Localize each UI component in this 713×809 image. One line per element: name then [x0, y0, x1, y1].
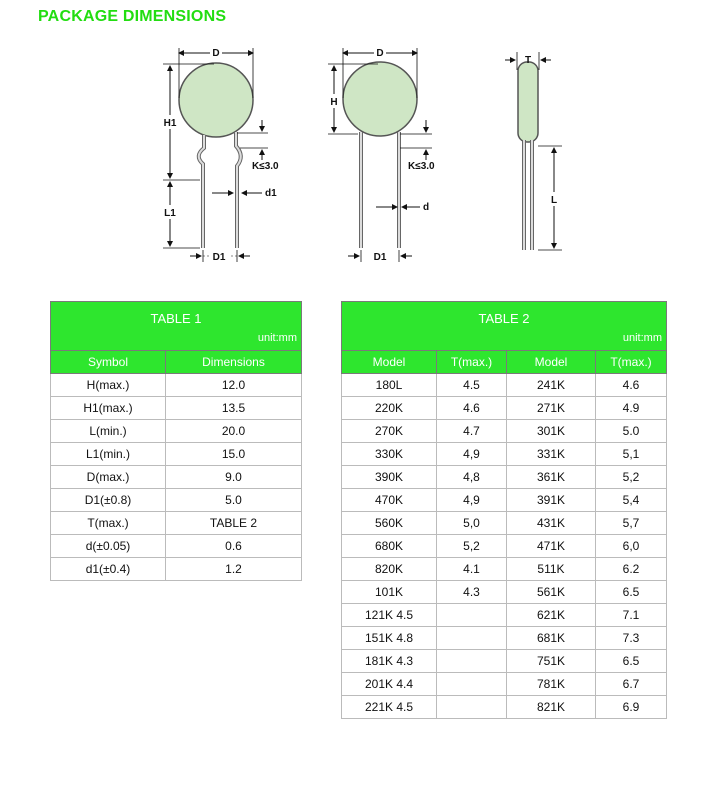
table-cell — [437, 604, 507, 627]
table-row — [51, 558, 302, 581]
table-cell: 5.0 — [166, 489, 302, 512]
table-cell: 4.3 — [437, 581, 507, 604]
table-cell: 180L — [342, 374, 437, 397]
table-cell: 101K — [342, 581, 437, 604]
table-cell: 4,8 — [437, 466, 507, 489]
table-cell: 271K — [507, 397, 596, 420]
table-row — [342, 627, 667, 650]
table-row — [342, 397, 667, 420]
table-cell: D1(±0.8) — [51, 489, 166, 512]
table-cell: 13.5 — [166, 397, 302, 420]
table-cell: 241K — [507, 374, 596, 397]
table-cell: 4.6 — [437, 397, 507, 420]
table-cell: 7.3 — [596, 627, 667, 650]
table-cell: 331K — [507, 443, 596, 466]
package-drawings — [0, 0, 713, 290]
table-cell: 511K — [507, 558, 596, 581]
table-cell: 6.2 — [596, 558, 667, 581]
varistor-disc — [179, 63, 253, 137]
dim-label-k: K≤3.0 — [252, 161, 279, 172]
table-cell: 621K — [507, 604, 596, 627]
varistor-drawing-kinked — [161, 46, 279, 263]
dimensions-table — [50, 301, 302, 581]
table2-header-model: Model — [342, 351, 437, 374]
table-cell: 301K — [507, 420, 596, 443]
table1-title: TABLE 1 — [150, 311, 202, 326]
dim-label-t: T — [524, 55, 532, 66]
table1-banner — [51, 302, 302, 351]
table-cell: 151K 4.8 — [342, 627, 437, 650]
table-row — [51, 489, 302, 512]
table-cell: 390K — [342, 466, 437, 489]
table-cell: 9.0 — [166, 466, 302, 489]
table-row — [342, 512, 667, 535]
table-cell: 4,9 — [437, 489, 507, 512]
table-cell: 4.6 — [596, 374, 667, 397]
table-row — [342, 650, 667, 673]
table-cell: L1(min.) — [51, 443, 166, 466]
table-cell: 560K — [342, 512, 437, 535]
dim-label-d1: d1 — [265, 188, 277, 199]
table-cell: 471K — [507, 535, 596, 558]
table-row — [51, 420, 302, 443]
table-row — [51, 535, 302, 558]
table2-banner — [342, 302, 667, 351]
table-cell: d1(±0.4) — [51, 558, 166, 581]
table-cell: d(±0.05) — [51, 535, 166, 558]
table2-unit: unit:mm — [622, 332, 662, 344]
table-row — [342, 374, 667, 397]
dim-label-l1: L1 — [164, 208, 176, 219]
table-cell: 6.7 — [596, 673, 667, 696]
table-cell: 4,9 — [437, 443, 507, 466]
table-cell: 561K — [507, 581, 596, 604]
table2-header-tmax: T(max.) — [437, 351, 507, 374]
table-cell: 121K 4.5 — [342, 604, 437, 627]
table-cell: 0.6 — [166, 535, 302, 558]
table-cell: T(max.) — [51, 512, 166, 535]
table-cell: 361K — [507, 466, 596, 489]
table-row — [51, 512, 302, 535]
table-cell: 821K — [507, 696, 596, 719]
table-row — [51, 443, 302, 466]
table-cell: 820K — [342, 558, 437, 581]
table-row — [342, 489, 667, 512]
table-cell: 431K — [507, 512, 596, 535]
table-cell: 751K — [507, 650, 596, 673]
varistor-drawing-straight — [327, 46, 435, 263]
dim-label-big-d1: D1 — [373, 252, 387, 263]
table-cell: H(max.) — [51, 374, 166, 397]
table-cell: 4.5 — [437, 374, 507, 397]
table-cell: 6.5 — [596, 581, 667, 604]
table2-body — [342, 374, 667, 719]
table-cell: 5,0 — [437, 512, 507, 535]
table-row — [342, 420, 667, 443]
table-cell: 470K — [342, 489, 437, 512]
table-cell: 181K 4.3 — [342, 650, 437, 673]
table-cell: 12.0 — [166, 374, 302, 397]
dim-label-h: H — [330, 97, 338, 108]
table-cell: 201K 4.4 — [342, 673, 437, 696]
varistor-drawing-side — [505, 52, 562, 250]
table1-header-symbol: Symbol — [51, 351, 166, 374]
table-cell: D(max.) — [51, 466, 166, 489]
table-cell: 391K — [507, 489, 596, 512]
table-cell: 6.9 — [596, 696, 667, 719]
table1-body — [51, 374, 302, 581]
table-row — [342, 466, 667, 489]
table-cell: 4.9 — [596, 397, 667, 420]
table2-title: TABLE 2 — [478, 311, 530, 326]
table-cell: 7.1 — [596, 604, 667, 627]
table2-header-tmax: T(max.) — [596, 351, 667, 374]
table-cell: 220K — [342, 397, 437, 420]
table-cell: 781K — [507, 673, 596, 696]
dim-label-d: D — [212, 48, 220, 59]
table-cell: 15.0 — [166, 443, 302, 466]
table-row — [51, 397, 302, 420]
table1-unit: unit:mm — [257, 332, 297, 344]
table-cell: 5,1 — [596, 443, 667, 466]
table-cell: 330K — [342, 443, 437, 466]
table-cell: 4.7 — [437, 420, 507, 443]
dim-label-k: K≤3.0 — [408, 161, 435, 172]
table-row — [342, 604, 667, 627]
table-row — [342, 673, 667, 696]
dim-label-d: D — [376, 48, 384, 59]
table-row — [342, 558, 667, 581]
table-row — [51, 466, 302, 489]
table-cell — [437, 650, 507, 673]
table-cell: 1.2 — [166, 558, 302, 581]
table-cell: 5.0 — [596, 420, 667, 443]
table-cell: 5,2 — [596, 466, 667, 489]
table2-header-model: Model — [507, 351, 596, 374]
table-cell — [437, 696, 507, 719]
table-row — [342, 443, 667, 466]
dim-label-h1: H1 — [163, 118, 177, 129]
table-cell: 221K 4.5 — [342, 696, 437, 719]
table-cell: 5,4 — [596, 489, 667, 512]
table-cell: TABLE 2 — [166, 512, 302, 535]
table-cell: 5,2 — [437, 535, 507, 558]
table-cell: 20.0 — [166, 420, 302, 443]
dim-label-lead-d: d — [423, 202, 430, 213]
table-row — [51, 374, 302, 397]
table1-header-dimensions: Dimensions — [166, 351, 302, 374]
table-row — [342, 581, 667, 604]
model-thickness-table — [341, 301, 667, 719]
varistor-body-side — [518, 62, 538, 142]
table-cell: 270K — [342, 420, 437, 443]
table-cell: H1(max.) — [51, 397, 166, 420]
table-cell: 681K — [507, 627, 596, 650]
table-cell: 6.5 — [596, 650, 667, 673]
dim-label-big-d1: D1 — [212, 252, 226, 263]
table-cell: L(min.) — [51, 420, 166, 443]
table-cell: 680K — [342, 535, 437, 558]
table-cell — [437, 673, 507, 696]
table-row — [342, 696, 667, 719]
table-row — [342, 535, 667, 558]
dim-label-l: L — [550, 195, 558, 206]
page-title: PACKAGE DIMENSIONS — [38, 8, 227, 25]
table-cell: 6,0 — [596, 535, 667, 558]
table-cell: 5,7 — [596, 512, 667, 535]
varistor-disc — [343, 62, 417, 136]
table-cell: 4.1 — [437, 558, 507, 581]
table-cell — [437, 627, 507, 650]
